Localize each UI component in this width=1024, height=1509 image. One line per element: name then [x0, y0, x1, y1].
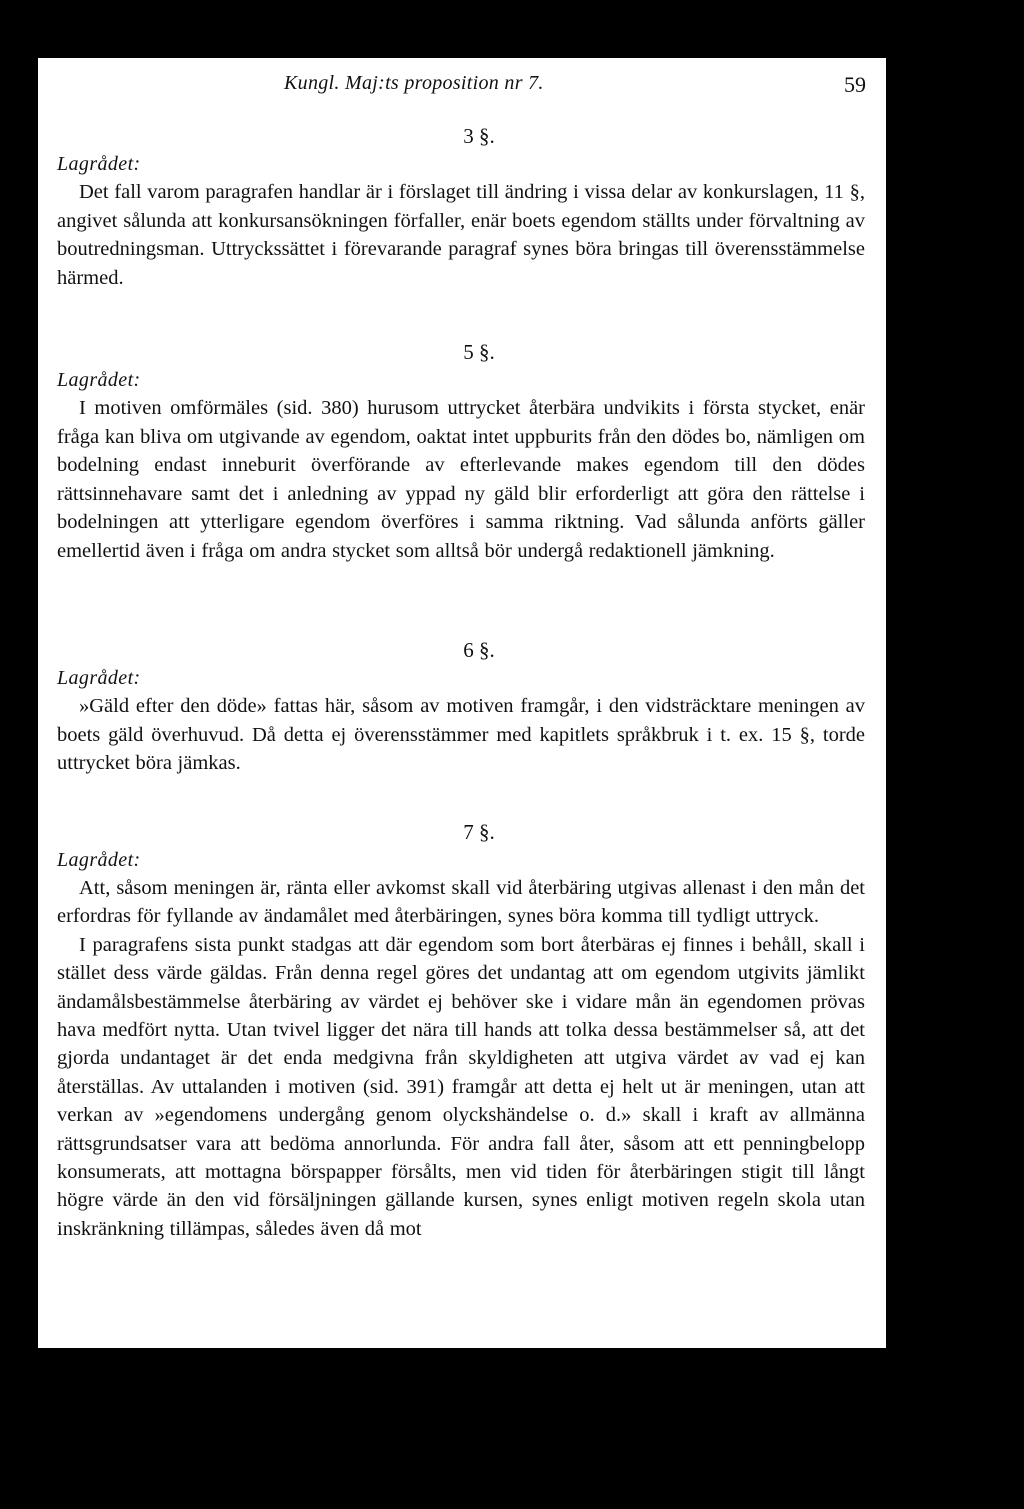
section-paragraph: »Gäld efter den döde» fattas här, såsom av motiven framgår, i den vidsträcktare meningen av boets gäld överhuvud. Då detta ej överensstämmer med kapitlets språkbruk i t. ex. 15 §, torde uttrycket böra jämkas. — [57, 695, 865, 775]
running-title: Kungl. Maj:ts proposition nr 7. — [284, 72, 544, 94]
section-7 — [57, 818, 865, 1243]
section-paragraph: Det fall varom paragrafen handlar är i förslaget till ändring i vissa delar av konkurslagen, 11 §, angivet sålunda att konkursansökningen förfaller, enär boets egendom ställts under förvaltning av boutredningsman. Uttryckssättet i förevarande paragraf synes böra bringas till överensstämmelse härmed. — [57, 181, 865, 289]
section-6 — [57, 636, 865, 778]
section-speaker: Lagrådet: — [57, 849, 141, 871]
section-paragraph: I motiven omförmäles (sid. 380) hurusom uttrycket återbära undvikits i första stycket, enär fråga kan bliva om utgivande av egendom, oaktat intet uppburits från den dödes bo, nämligen om bodelning endast inneburit överförande av efterlevande makes egendom till den dödes rättsinnehavare samt det i anledning av yppad ny gäld blir erforderligt att göra den rättelse i bodelningen att ytterligare egendom överföres i samma riktning. Vad sålunda anförts gäller emellertid även i fråga om andra stycket som alltså bör undergå redaktionell jämkning. — [57, 397, 865, 562]
section-paragraph: Att, såsom meningen är, ränta eller avkomst skall vid återbäring utgivas allenast i den mån det erfordras för fyllande av ändamålet med återbäringen, synes böra komma till tydligt uttryck. — [57, 877, 865, 928]
page-number: 59 — [844, 72, 866, 97]
section-number: 5 §. — [463, 340, 495, 364]
section-speaker: Lagrådet: — [57, 369, 141, 391]
section-3 — [57, 122, 865, 292]
section-number: 6 §. — [463, 638, 495, 662]
page-header — [38, 72, 886, 102]
section-speaker: Lagrådet: — [57, 153, 141, 175]
section-number: 3 §. — [463, 124, 495, 148]
section-paragraph: I paragrafens sista punkt stadgas att där egendom som bort återbäras ej finnes i behåll, skall i stället dess värde gäldas. Från denna regel göres det undantag att om egendom utgivits jämlikt ändamålsbestämmelse återbäring av värdet ej behöver ske i vidare mån än egendomen prövas hava medfört nytta. Utan tvivel ligger det nära till hands att tolka dessa bestämmelser så, att det gjorda undantaget är det enda medgivna från skyldigheten att utgiva värdet av vad ej kan återställas. Av uttalanden i motiven (sid. 391) framgår att detta ej helt ut är meningen, utan att verkan av »egendomens undergång genom olyckshändelse o. d.» skall i kraft av allmänna rättsgrundsatser vara att bedöma annorlunda. För andra fall åter, såsom att ett penningbelopp konsumerats, att mottagna börspapper försålts, men vid tiden för återbäringen stigit till långt högre värde än den vid försäljningen gällande kursen, synes enligt motiven regeln skola utan inskränkning tillämpas, således även då mot — [57, 933, 865, 1240]
section-5 — [57, 338, 865, 566]
section-speaker: Lagrådet: — [57, 667, 141, 689]
section-number: 7 §. — [463, 820, 495, 844]
document-page — [38, 58, 886, 1348]
